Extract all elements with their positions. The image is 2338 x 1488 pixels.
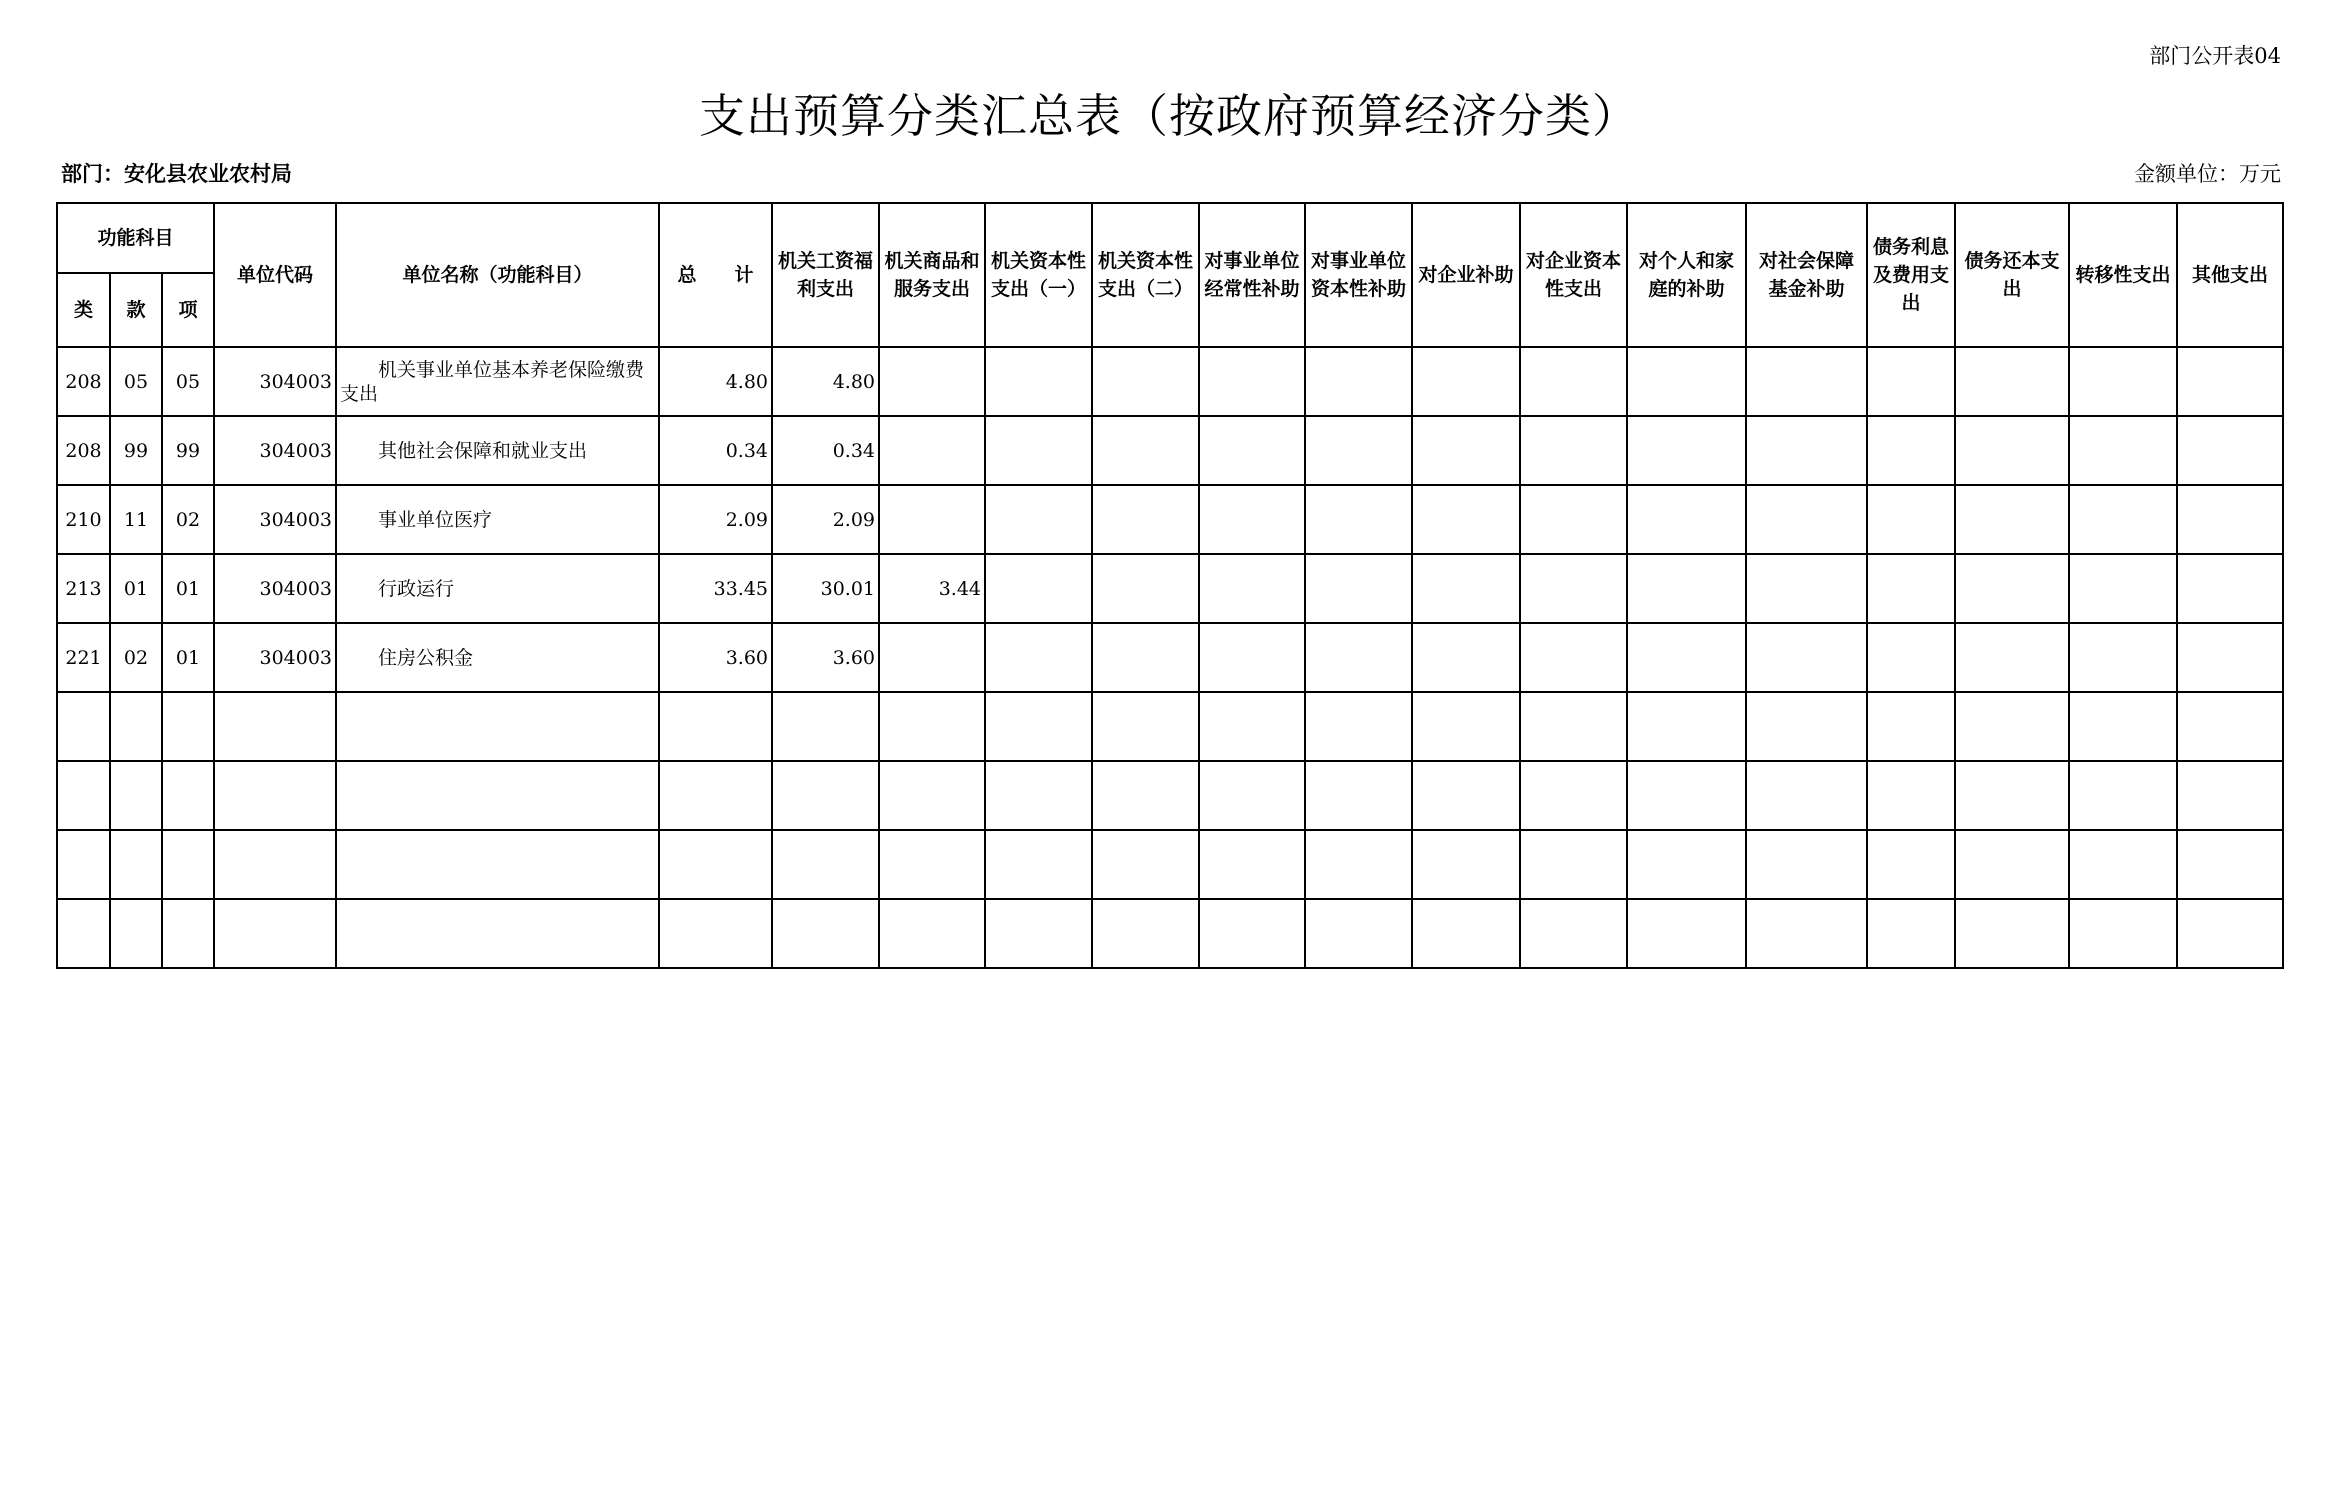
col-header-c13: 转移性支出 [2069,203,2177,347]
col-header-unit-code: 单位代码 [214,203,336,347]
form-number: 部门公开表04 [2149,44,2281,68]
cell-xiang: 05 [162,347,214,416]
cell-xiang: 99 [162,416,214,485]
col-header-c6: 对事业单位资本性补助 [1305,203,1412,347]
cell-unit-code: 304003 [214,623,336,692]
col-header-c12: 债务还本支出 [1955,203,2069,347]
cell-kuan: 01 [110,554,162,623]
col-header-total: 总 计 [659,203,772,347]
col-header-c5: 对事业单位经常性补助 [1199,203,1305,347]
cell-unit-code: 304003 [214,347,336,416]
col-header-c2: 机关商品和服务支出 [879,203,985,347]
cell-lei: 208 [57,416,110,485]
cell-c1: 3.60 [772,623,879,692]
cell-kuan: 99 [110,416,162,485]
cell-total: 0.34 [659,416,772,485]
cell-lei: 210 [57,485,110,554]
amount-unit-label: 金额单位：万元 [2134,162,2281,186]
cell-unit-name: 机关事业单位基本养老保险缴费支出 [336,347,659,416]
cell-total: 4.80 [659,347,772,416]
col-header-c11: 债务利息及费用支出 [1867,203,1955,347]
table-row [57,485,2283,554]
empty-row [57,761,2283,830]
table-row [57,554,2283,623]
cell-unit-name: 事业单位医疗 [336,485,659,554]
col-header-c10: 对社会保障基金补助 [1746,203,1867,347]
col-header-c9: 对个人和家庭的补助 [1627,203,1746,347]
col-header-c7: 对企业补助 [1412,203,1520,347]
cell-kuan: 11 [110,485,162,554]
cell-unit-name: 其他社会保障和就业支出 [336,416,659,485]
col-header-lei: 类 [57,273,110,347]
cell-unit-code: 304003 [214,416,336,485]
header-row-1 [57,203,2283,273]
cell-unit-name: 住房公积金 [336,623,659,692]
cell-c2 [879,623,985,692]
cell-c1: 30.01 [772,554,879,623]
col-header-c3: 机关资本性支出（一） [985,203,1092,347]
col-header-unit-name: 单位名称（功能科目） [336,203,659,347]
cell-unit-code: 304003 [214,485,336,554]
col-header-kuan: 款 [110,273,162,347]
cell-lei: 208 [57,347,110,416]
table-row [57,347,2283,416]
col-header-c1: 机关工资福利支出 [772,203,879,347]
table-row [57,416,2283,485]
cell-c1: 2.09 [772,485,879,554]
col-header-xiang: 项 [162,273,214,347]
col-header-c4: 机关资本性支出（二） [1092,203,1199,347]
cell-xiang: 01 [162,623,214,692]
cell-c1: 4.80 [772,347,879,416]
cell-c2 [879,416,985,485]
cell-unit-code: 304003 [214,554,336,623]
empty-row [57,830,2283,899]
cell-lei: 213 [57,554,110,623]
cell-xiang: 01 [162,554,214,623]
col-header-c8: 对企业资本性支出 [1520,203,1627,347]
cell-unit-name: 行政运行 [336,554,659,623]
department-label: 部门：安化县农业农村局 [61,162,292,186]
cell-total: 33.45 [659,554,772,623]
page-title: 支出预算分类汇总表（按政府预算经济分类） [699,89,1639,143]
budget-table [56,202,2284,969]
cell-c2 [879,347,985,416]
empty-row [57,899,2283,968]
cell-kuan: 05 [110,347,162,416]
cell-xiang: 02 [162,485,214,554]
cell-c2: 3.44 [879,554,985,623]
table-row [57,623,2283,692]
col-header-func-subject: 功能科目 [57,203,214,273]
cell-lei: 221 [57,623,110,692]
cell-c1: 0.34 [772,416,879,485]
cell-total: 2.09 [659,485,772,554]
col-header-c14: 其他支出 [2177,203,2283,347]
cell-c2 [879,485,985,554]
empty-row [57,692,2283,761]
cell-kuan: 02 [110,623,162,692]
cell-total: 3.60 [659,623,772,692]
